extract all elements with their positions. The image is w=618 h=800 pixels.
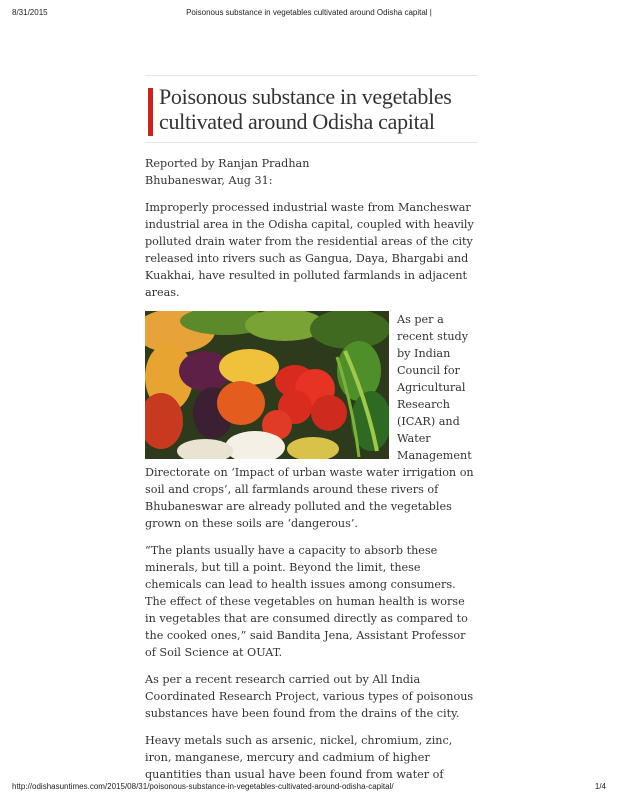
dateline: Bhubaneswar, Aug 31: xyxy=(145,174,273,187)
headline-accent-bar xyxy=(148,88,153,136)
print-date: 8/31/2015 xyxy=(12,8,48,17)
page-number: 1/4 xyxy=(594,782,606,791)
figure-block xyxy=(145,311,478,532)
byline xyxy=(145,155,478,189)
article xyxy=(145,75,478,783)
print-footer xyxy=(0,780,618,800)
print-title: Poisonous substance in vegetables cultivated around Odisha capital | xyxy=(186,8,432,17)
paragraph-5: Heavy metals such as arsenic, nickel, chromium, zinc, iron, manganese, mercury and cadmium of higher quantities than usual have been found from water of xyxy=(145,734,453,781)
footer-url: http://odishasuntimes.com/2015/08/31/poisonous-substance-in-vegetables-cultivated-around-odisha-capital/ xyxy=(12,782,394,791)
vegetables-photo xyxy=(145,311,389,459)
print-header xyxy=(0,0,618,20)
paragraph-4: As per a recent research carried out by All India Coordinated Research Project, various types of poisonous substances have been found from the drains of the city. xyxy=(145,673,474,720)
paragraph-1: Improperly processed industrial waste from Mancheswar industrial area in the Odisha capital, coupled with heavily polluted drain water from the residential areas of the city released into rivers such as Gangua, Daya, Bhargabi and Kuakhai, have resulted in polluted farmlands in adjacent areas. xyxy=(145,201,474,299)
paragraph-3: “The plants usually have a capacity to absorb these minerals, but till a point. Beyond the limit, these chemicals can lead to health issues among consumers. The effect of these vegetables on human health is worse in vegetables that are consumed directly as compared to the cooked ones,” said Bandita Jena, Assistant Professor of Soil Science at OUAT. xyxy=(145,544,468,659)
page-title: Poisonous substance in vegetables cultivated around Odisha capital xyxy=(159,84,452,134)
paragraph-2: As per a recent study by Indian Council for Agricultural Research (ICAR) and Water Management Directorate on ‘Impact of urban waste water irrigation on soil and crops’, all farmlands around these rivers of Bhubaneswar are already polluted and the vegetables grown on these soils are ‘dangerous’. xyxy=(145,313,474,530)
reporter-name: Reported by Ranjan Pradhan xyxy=(145,157,310,170)
headline-block xyxy=(145,75,478,143)
